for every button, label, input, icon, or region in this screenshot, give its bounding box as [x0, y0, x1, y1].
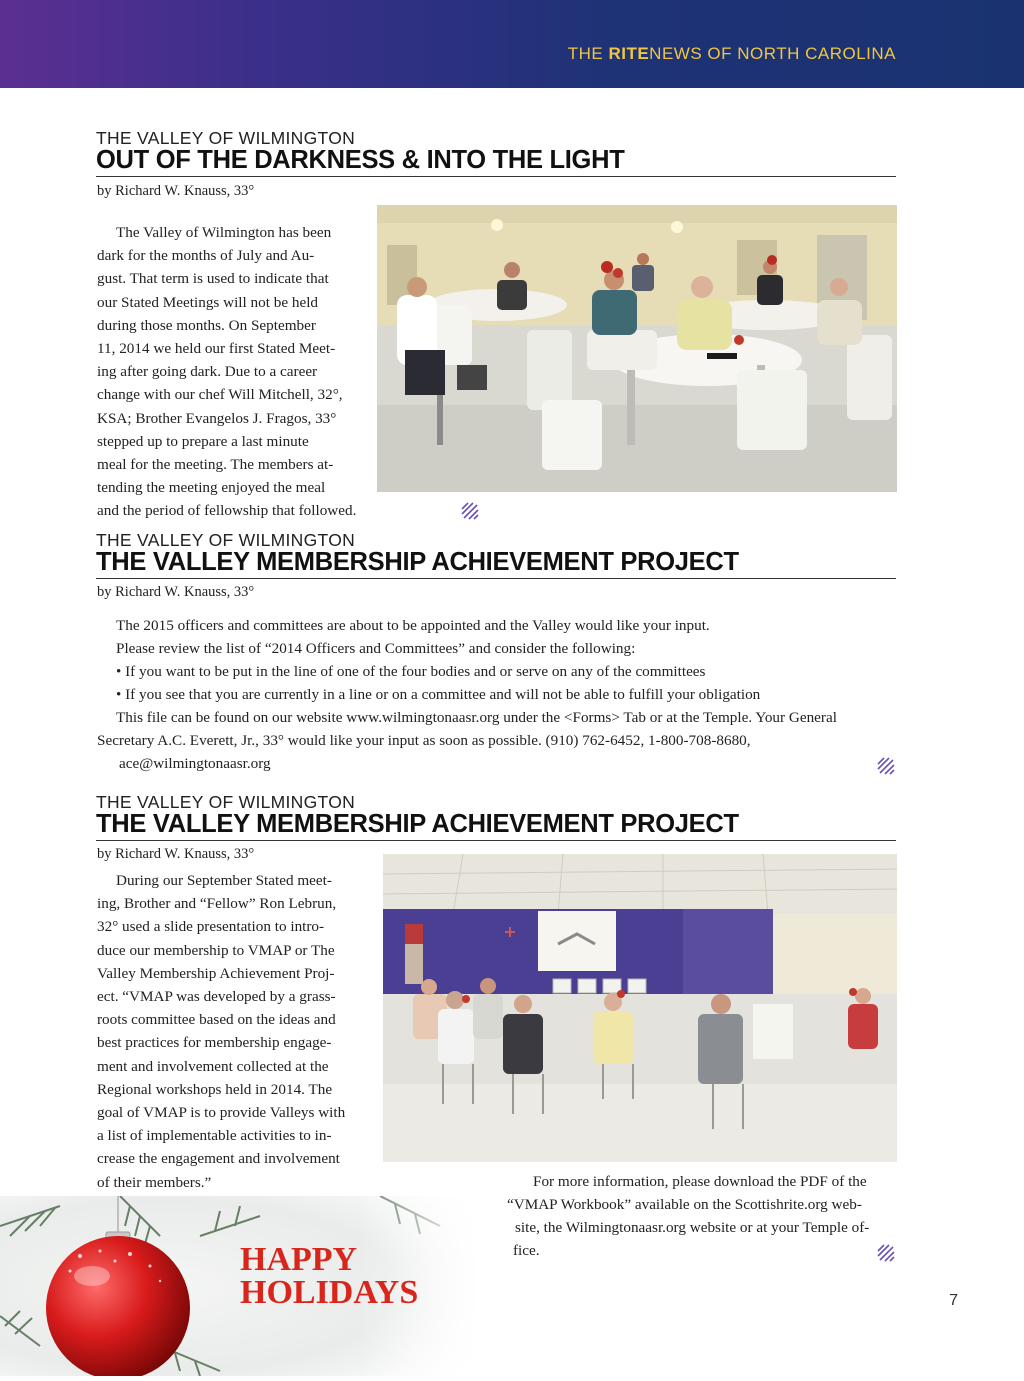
- article3-kicker: THE VALLEY OF WILMINGTON: [96, 792, 356, 812]
- article1-kicker: THE VALLEY OF WILMINGTON: [96, 128, 356, 148]
- article1-byline: by Richard W. Knauss, 33°: [97, 183, 255, 199]
- article3-line: of their members.”: [97, 1173, 212, 1191]
- article1-line: dark for the months of July and Au-: [97, 247, 315, 265]
- article1-line: tending the meeting enjoyed the meal: [97, 479, 326, 497]
- article2-line-5: Secretary A.C. Everett, Jr., 33° would like your input as soon as possible. (910) 762-6452, 1-800-708-8680,: [97, 732, 751, 749]
- article3-photo: [383, 854, 897, 1162]
- article2-bullet-2: • If you see that you are currently in a line or on a committee and will not be able to fulfill your obligation: [116, 686, 761, 703]
- article2-headline: THE VALLEY MEMBERSHIP ACHIEVEMENT PROJECT: [96, 548, 739, 576]
- article2-byline: by Richard W. Knauss, 33°: [97, 584, 255, 600]
- article1-line: and the period of fellowship that followed.: [97, 502, 357, 520]
- article1-line: change with our chef Will Mitchell, 32°,: [97, 386, 343, 404]
- article3-more-0: For more information, please download the PDF of the: [533, 1173, 867, 1190]
- holiday-line-happy: HAPPY: [240, 1241, 358, 1278]
- article3-line: ect. “VMAP was developed by a grass-: [97, 988, 336, 1006]
- article1-line: 11, 2014 we held our first Stated Meet-: [97, 340, 336, 357]
- dining-hall-photo: [377, 205, 897, 492]
- article3-line: During our September Stated meet-: [116, 872, 332, 889]
- article3-line: ment and involvement collected at the: [97, 1057, 329, 1075]
- article1-line: The Valley of Wilmington has been: [116, 224, 332, 241]
- article3-line: roots committee based on the ideas and: [97, 1011, 336, 1029]
- article1-rule: [96, 176, 896, 177]
- page-number: 7: [949, 1292, 958, 1309]
- article3-line: Regional workshops held in 2014. The: [97, 1080, 333, 1098]
- article3-line: ing, Brother and “Fellow” Ron Lebrun,: [97, 895, 337, 913]
- end-mark-icon: [460, 501, 480, 521]
- end-mark-icon: [876, 1243, 896, 1263]
- article3-rule: [96, 840, 896, 841]
- article2-email: ace@wilmingtonaasr.org: [119, 755, 271, 772]
- article3-line: crease the engagement and involvement: [97, 1150, 340, 1168]
- holiday-greeting: [240, 1243, 418, 1309]
- article3-more-1: “VMAP Workbook” available on the Scottishrite.org web-: [507, 1196, 862, 1213]
- pub-prefix: THE: [567, 44, 609, 63]
- article2-kicker: THE VALLEY OF WILMINGTON: [96, 530, 356, 550]
- article1-line: during those months. On September: [97, 316, 316, 334]
- article3-line: best practices for membership engage-: [97, 1034, 332, 1052]
- publication-title: [568, 44, 896, 64]
- article1-headline: OUT OF THE DARKNESS & INTO THE LIGHT: [96, 146, 625, 174]
- article2-line-1: Please review the list of “2014 Officers and Committees” and consider the following:: [116, 640, 636, 657]
- article1-photo: [377, 205, 897, 492]
- pub-rite: RITE: [608, 44, 650, 63]
- article1-line: KSA; Brother Evangelos J. Fragos, 33°: [97, 409, 337, 427]
- presentation-room-photo: [383, 854, 897, 1162]
- article3-line: goal of VMAP is to provide Valleys with: [97, 1104, 346, 1122]
- article3-more-3: fice.: [513, 1242, 540, 1259]
- article3-body: [97, 869, 363, 1194]
- article3-line: a list of implementable activities to in-: [97, 1127, 332, 1145]
- article3-headline: THE VALLEY MEMBERSHIP ACHIEVEMENT PROJECT: [96, 810, 739, 838]
- article2-bullet-1: • If you want to be put in the line of one of the four bodies and or serve on any of the committees: [116, 663, 706, 680]
- article1-body-lines: [97, 221, 363, 523]
- article2-line-4: This file can be found on our website www.wilmingtonaasr.org under the <Forms> Tab or at the Temple. Your General: [116, 709, 837, 726]
- article2-rule: [96, 578, 896, 579]
- holiday-line-holidays: HOLIDAYS: [240, 1274, 419, 1311]
- article3-line: 32° used a slide presentation to intro-: [97, 918, 325, 936]
- end-mark-icon: [876, 756, 896, 776]
- article1-line: gust. That term is used to indicate that: [97, 270, 329, 288]
- article1-line: meal for the meeting. The members at-: [97, 456, 334, 474]
- article1-line: stepped up to prepare a last minute: [97, 432, 309, 450]
- article3-more-2: site, the Wilmingtonaasr.org website or at your Temple of-: [515, 1219, 870, 1236]
- article1-line: ing after going dark. Due to a career: [97, 363, 318, 381]
- article2-line-0: The 2015 officers and committees are about to be appointed and the Valley would like your input.: [116, 617, 710, 634]
- article3-line: Valley Membership Achievement Proj-: [97, 964, 335, 982]
- pub-suffix: NEWS OF NORTH CAROLINA: [649, 44, 896, 63]
- article1-line: our Stated Meetings will not be held: [97, 293, 319, 311]
- article3-byline: by Richard W. Knauss, 33°: [97, 846, 255, 862]
- article3-line: duce our membership to VMAP or The: [97, 941, 335, 959]
